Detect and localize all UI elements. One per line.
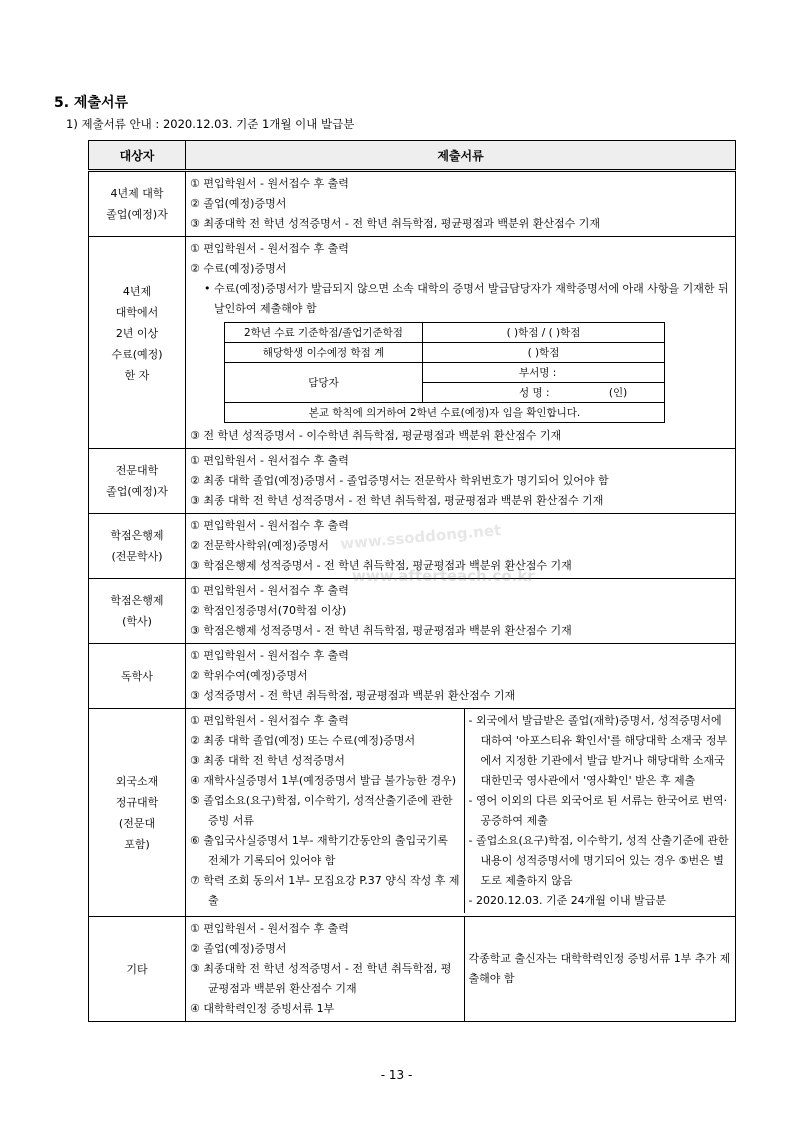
target-line: 학점은행제: [110, 529, 164, 542]
documents-cell: [186, 171, 736, 237]
doc-note: 각종학교 출신자는 대학학력인정 증빙서류 1부 추가 제출해야 함: [468, 952, 731, 985]
doc-item: ③ 최종대학 전 학년 성적증명서 - 전 학년 취득학점, 평균평점과 백분위 환산점수 기재: [190, 217, 600, 230]
doc-item: ① 편입학원서 - 원서접수 후 출력: [190, 454, 349, 467]
header-documents: 제출서류: [186, 141, 736, 171]
table-row: [89, 579, 736, 644]
target-line: 기타: [126, 962, 148, 976]
doc-item: ① 편입학원서 - 원서접수 후 출력: [190, 519, 349, 532]
table-row: [89, 449, 736, 514]
doc-note: - 영어 이외의 다른 외국어로 된 서류는 한국어로 번역·공증하여 제출: [468, 794, 728, 827]
doc-note: - 외국에서 발급받은 졸업(재학)증명서, 성적증명서에 대하여 '아포스티유 확인서'를 해당대학 소재국 정부에서 지정한 기관에서 발급 받거나 해당대학 소재국 대한민국 영사관에서 '영사확인' 받은 후 제출: [468, 714, 728, 787]
form-dept: 부서명 :: [423, 363, 665, 383]
doc-item: ① 편입학원서 - 원서접수 후 출력: [190, 649, 349, 662]
target-line: 대학에서: [115, 306, 159, 319]
doc-item: ③ 최종 대학 전 학년 성적증명서: [190, 754, 345, 767]
doc-item: ② 전문학사학위(예정)증명서: [190, 539, 329, 552]
doc-item: ② 학위수여(예정)증명서: [190, 669, 308, 682]
form-label: 담당자: [225, 363, 423, 403]
doc-item: ① 편입학원서 - 원서접수 후 출력: [190, 714, 349, 727]
target-line: 독학사: [121, 669, 153, 683]
form-name: 성 명 :: [519, 387, 550, 399]
target-line: 외국소재: [115, 774, 159, 788]
doc-item: ③ 학점은행제 성적증명서 - 전 학년 취득학점, 평균평점과 백분위 환산점수 기재: [190, 559, 572, 572]
documents-left: [186, 709, 464, 913]
doc-item: ④ 재학사실증명서 1부(예정증명서 발급 불가능한 경우): [190, 774, 457, 787]
doc-item: ① 편입학원서 - 원서접수 후 출력: [190, 177, 349, 190]
target-line: 수료(예정): [111, 348, 163, 361]
doc-item: ① 편입학원서 - 원서접수 후 출력: [190, 584, 349, 597]
target-line: 한 자: [124, 369, 150, 382]
documents-table: [88, 140, 736, 1022]
target-line: 학점은행제: [110, 594, 164, 607]
doc-note: - 졸업소요(요구)학점, 이수학기, 성적 산출기준에 관한 내용이 성적증명서에 명기되어 있는 경우 ⑤번은 별도로 제출하지 않음: [468, 834, 729, 887]
form-label: 2학년 수료 기준학점/졸업기준학점: [225, 323, 423, 343]
doc-item: ⑦ 학력 조회 동의서 1부- 모집요강 P.37 양식 작성 후 제출: [190, 874, 460, 907]
target-cell: [89, 514, 186, 579]
form-value: ( )학점: [423, 343, 665, 363]
table-header-row: [89, 141, 736, 171]
target-cell: [89, 917, 186, 1022]
form-label: 해당학생 이수예정 학점 계: [225, 343, 423, 363]
documents-cell: [186, 917, 736, 1022]
doc-item: ② 수료(예정)증명서: [190, 262, 287, 275]
target-line: 정규대학: [115, 795, 159, 809]
table-row: [89, 644, 736, 709]
form-signature: [423, 383, 665, 403]
documents-cell: [186, 579, 736, 644]
documents-cell: [186, 237, 736, 449]
section-subtitle: 1) 제출서류 안내 : 2020.12.03. 기준 1개월 이내 발급분: [66, 117, 355, 131]
doc-item: ① 편입학원서 - 원서접수 후 출력: [190, 242, 349, 255]
header-target: 대상자: [89, 141, 186, 171]
doc-note: - 2020.12.03. 기준 24개월 이내 발급분: [468, 894, 667, 907]
table-row: [89, 917, 736, 1022]
target-cell: [89, 171, 186, 237]
target-line: 4년제 대학: [110, 187, 164, 200]
target-line: (학사): [122, 615, 152, 628]
target-line: (전문대: [118, 816, 156, 830]
doc-item: ③ 최종 대학 전 학년 성적증명서 - 전 학년 취득학점, 평균평점과 백분위 환산점수 기재: [190, 494, 604, 507]
target-line: 2년 이상: [115, 327, 159, 340]
doc-item: ② 최종 대학 졸업(예정)증명서 - 졸업증명서는 전문학사 학위번호가 명기되어 있어야 함: [190, 474, 609, 487]
target-line: 졸업(예정)자: [106, 485, 168, 498]
documents-left: [186, 917, 464, 1021]
form-seal: (인): [608, 387, 628, 399]
documents-cell: [186, 514, 736, 579]
doc-item: ② 졸업(예정)증명서: [190, 197, 287, 210]
documents-right: [464, 709, 736, 913]
page-number: - 13 -: [380, 1068, 413, 1082]
table-row: [89, 709, 736, 917]
target-line: 4년제: [122, 285, 152, 298]
target-cell: [89, 709, 186, 917]
form-confirmation: 본교 학칙에 의거하여 2학년 수료(예정)자 임을 확인합니다.: [225, 403, 665, 423]
target-cell: [89, 449, 186, 514]
documents-right: [464, 917, 736, 1021]
documents-cell: [186, 449, 736, 514]
target-cell: [89, 237, 186, 449]
target-cell: [89, 644, 186, 709]
doc-item: ④ 대학학력인정 증빙서류 1부: [190, 1002, 335, 1015]
documents-cell: [186, 644, 736, 709]
table-row: [89, 514, 736, 579]
section-title: 5. 제출서류: [54, 95, 129, 111]
target-line: 졸업(예정)자: [106, 208, 168, 221]
confirmation-form: [224, 322, 665, 423]
doc-item: ② 최종 대학 졸업(예정) 또는 수료(예정)증명서: [190, 734, 416, 747]
doc-item: ③ 최종대학 전 학년 성적증명서 - 전 학년 취득학점, 평균평점과 백분위 환산점수 기재: [190, 962, 452, 995]
doc-item: ③ 학점은행제 성적증명서 - 전 학년 취득학점, 평균평점과 백분위 환산점수 기재: [190, 624, 572, 637]
doc-item: ③ 전 학년 성적증명서 - 이수학년 취득학점, 평균평점과 백분위 환산점수 기재: [190, 429, 562, 442]
target-line: 전문대학: [115, 464, 159, 477]
doc-item: ⑥ 출입국사실증명서 1부- 재학기간동안의 출입국기록 전체가 기록되어 있어야 함: [190, 834, 448, 867]
doc-item: ① 편입학원서 - 원서접수 후 출력: [190, 922, 349, 935]
doc-item: ⑤ 졸업소요(요구)학점, 이수학기, 성적산출기준에 관한 증빙 서류: [190, 794, 453, 827]
watermark-text: www.afterteach.co.kr: [352, 567, 535, 585]
target-cell: [89, 579, 186, 644]
watermark-text: www.ssoddong.net: [339, 521, 502, 553]
doc-note: • 수료(예정)증명서가 발급되지 않으면 소속 대학의 증명서 발급담당자가 재학증명서에 아래 사항을 기재한 뒤 날인하여 제출해야 함: [204, 282, 729, 315]
doc-item: ② 졸업(예정)증명서: [190, 942, 287, 955]
doc-item: ③ 성적증명서 - 전 학년 취득학점, 평균평점과 백분위 환산점수 기재: [190, 689, 516, 702]
doc-item: ② 학점인정증명서(70학점 이상): [190, 604, 347, 617]
table-row: [89, 237, 736, 449]
table-row: [89, 171, 736, 237]
target-line: 포함): [124, 837, 150, 851]
target-line: (전문학사): [111, 550, 163, 563]
form-value: ( )학점 / ( )학점: [423, 323, 665, 343]
documents-cell: [186, 709, 736, 917]
